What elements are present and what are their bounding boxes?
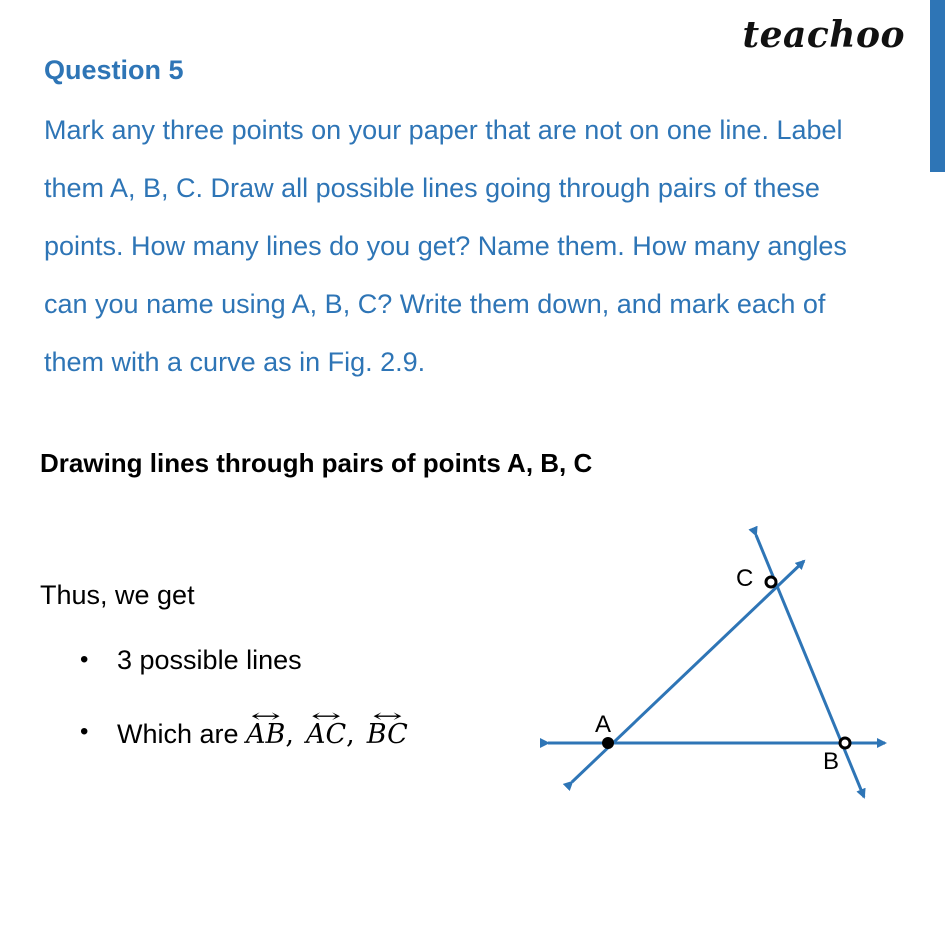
line-ab-notation: ↔ AB	[246, 714, 285, 748]
label-b: B	[823, 748, 840, 775]
scrollbar-thumb[interactable]	[930, 0, 945, 172]
intro-text: Thus, we get	[40, 580, 195, 610]
question-title: Question 5	[44, 55, 184, 85]
separator: ,	[346, 719, 355, 750]
point-b	[840, 738, 850, 748]
separator: ,	[285, 719, 294, 750]
point-c	[766, 577, 776, 587]
answer-list	[80, 642, 408, 750]
count-text: 3 possible lines	[117, 645, 302, 675]
teachoo-logo: teachoo	[742, 14, 905, 56]
question-line: them with a curve as in Fig. 2.9.	[44, 347, 426, 377]
section-heading: Drawing lines through pairs of points A, B, C	[40, 448, 593, 478]
line-ac-notation: ↔ AC	[306, 714, 346, 748]
question-line: Mark any three points on your paper that are not on one line. Label	[44, 115, 843, 145]
line-bc	[756, 535, 864, 797]
line-bc-notation: ↔ BC	[367, 714, 408, 748]
question-text	[44, 101, 929, 391]
question-line: them A, B, C. Draw all possible lines going through pairs of these	[44, 173, 820, 203]
triangle-lines-diagram	[540, 525, 900, 815]
label-a: A	[595, 711, 612, 738]
list-item-count	[80, 642, 408, 678]
label-c: C	[736, 565, 754, 592]
point-a	[602, 737, 614, 749]
question-line: can you name using A, B, C? Write them down, and mark each of	[44, 289, 826, 319]
which-prefix: Which are	[117, 719, 247, 749]
question-line: points. How many lines do you get? Name them. How many angles	[44, 231, 847, 261]
list-item-lines	[80, 714, 408, 750]
scrollbar-track[interactable]	[930, 0, 945, 945]
